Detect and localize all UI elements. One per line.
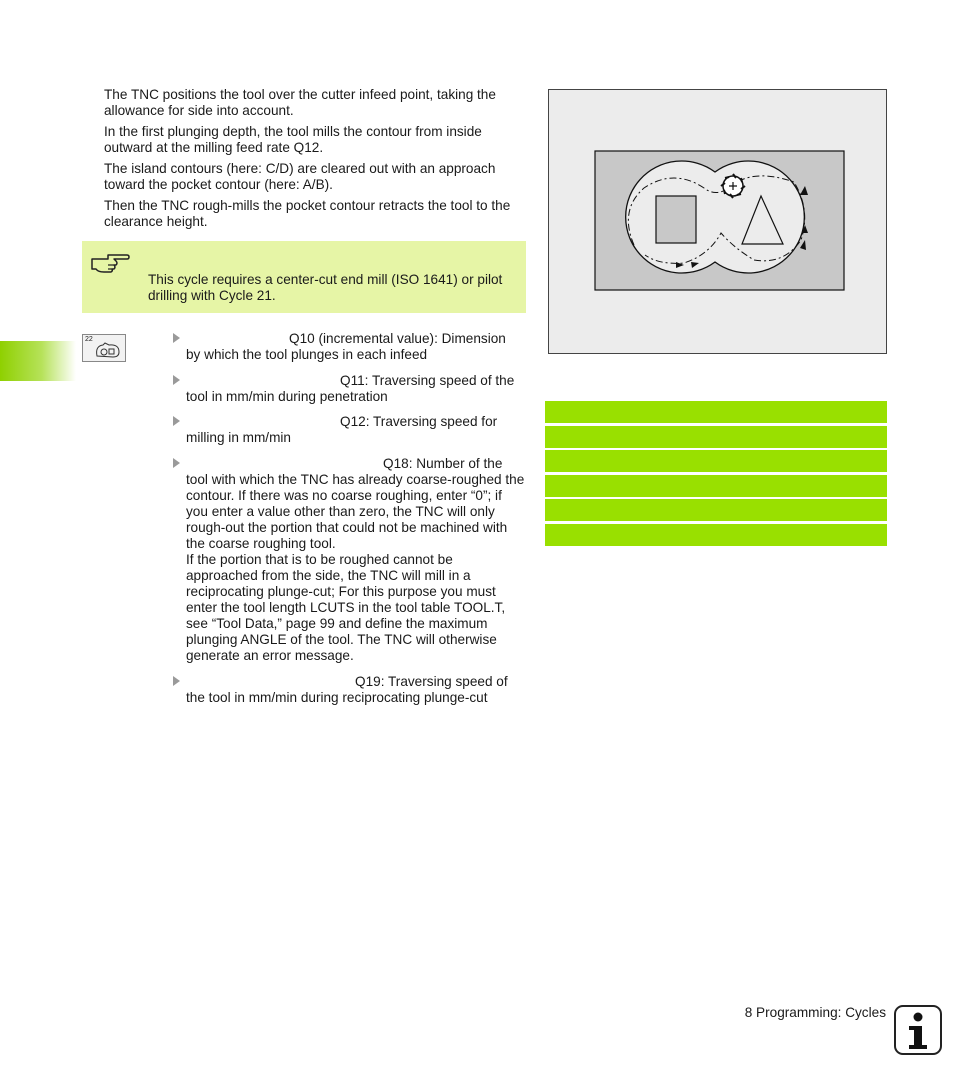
figure-drawing — [549, 90, 886, 353]
rough-out-cycle-icon — [82, 334, 126, 362]
pointing-hand-icon — [90, 250, 130, 276]
param-q19: Q19: Traversing speed of the tool in mm/min during reciprocating plunge-cut — [186, 674, 508, 705]
bullet-arrow-icon — [173, 458, 180, 468]
footer-chapter-title: 8 Programming: Cycles — [744, 1005, 886, 1020]
note-text: This cycle requires a center-cut end mill (ISO 1641) or pilot drilling with Cycle 21. — [148, 272, 503, 303]
param-q12: Q12: Traversing speed for milling in mm/min — [186, 414, 498, 445]
green-bar-2 — [545, 426, 887, 448]
info-icon[interactable] — [894, 1005, 942, 1055]
green-bar-4 — [545, 475, 887, 497]
param-q11: Q11: Traversing speed of the tool in mm/min during penetration — [186, 373, 515, 404]
green-bar-1 — [545, 401, 887, 423]
intro-paragraph-1: The TNC positions the tool over the cutter infeed point, taking the allowance for side into account. — [104, 87, 496, 118]
intro-paragraph-3: The island contours (here: C/D) are cleared out with an approach toward the pocket contour (here: A/B). — [104, 161, 496, 192]
bullet-arrow-icon — [173, 375, 180, 385]
intro-paragraph-4: Then the TNC rough-mills the pocket contour retracts the tool to the clearance height. — [104, 198, 511, 229]
cycle-number: 22 — [85, 336, 93, 343]
intro-paragraph-2: In the first plunging depth, the tool mills the contour from inside outward at the milling feed rate Q12. — [104, 124, 482, 155]
green-bar-5 — [545, 499, 887, 521]
pocket-contour-figure — [548, 89, 887, 354]
bullet-arrow-icon — [173, 333, 180, 343]
param-q18: Q18: Number of the tool with which the TNC has already coarse-roughed the contour. If there was no coarse roughing, enter “0”; if you enter a value other than zero, the TNC will only rough-out the portion that could not be machined with the coarse roughing tool. If the portion that is to be roughed cannot be approached from the side, the TNC will mill in a reciprocating plunge-cut; For this purpose you must enter the tool length LCUTS in the tool table TOOL.T, see “Tool Data,” page 99 and define the maximum plunging ANGLE of the tool. The TNC will otherwise generate an error message. — [186, 456, 525, 663]
green-bar-6 — [545, 524, 887, 546]
bullet-arrow-icon — [173, 676, 180, 686]
param-q10: Q10 (incremental value): Dimension by which the tool plunges in each infeed — [186, 331, 506, 362]
bullet-arrow-icon — [173, 416, 180, 426]
island-rectangle — [656, 196, 696, 243]
note-box — [82, 241, 526, 313]
chapter-side-tab — [0, 341, 76, 381]
green-bar-3 — [545, 450, 887, 472]
